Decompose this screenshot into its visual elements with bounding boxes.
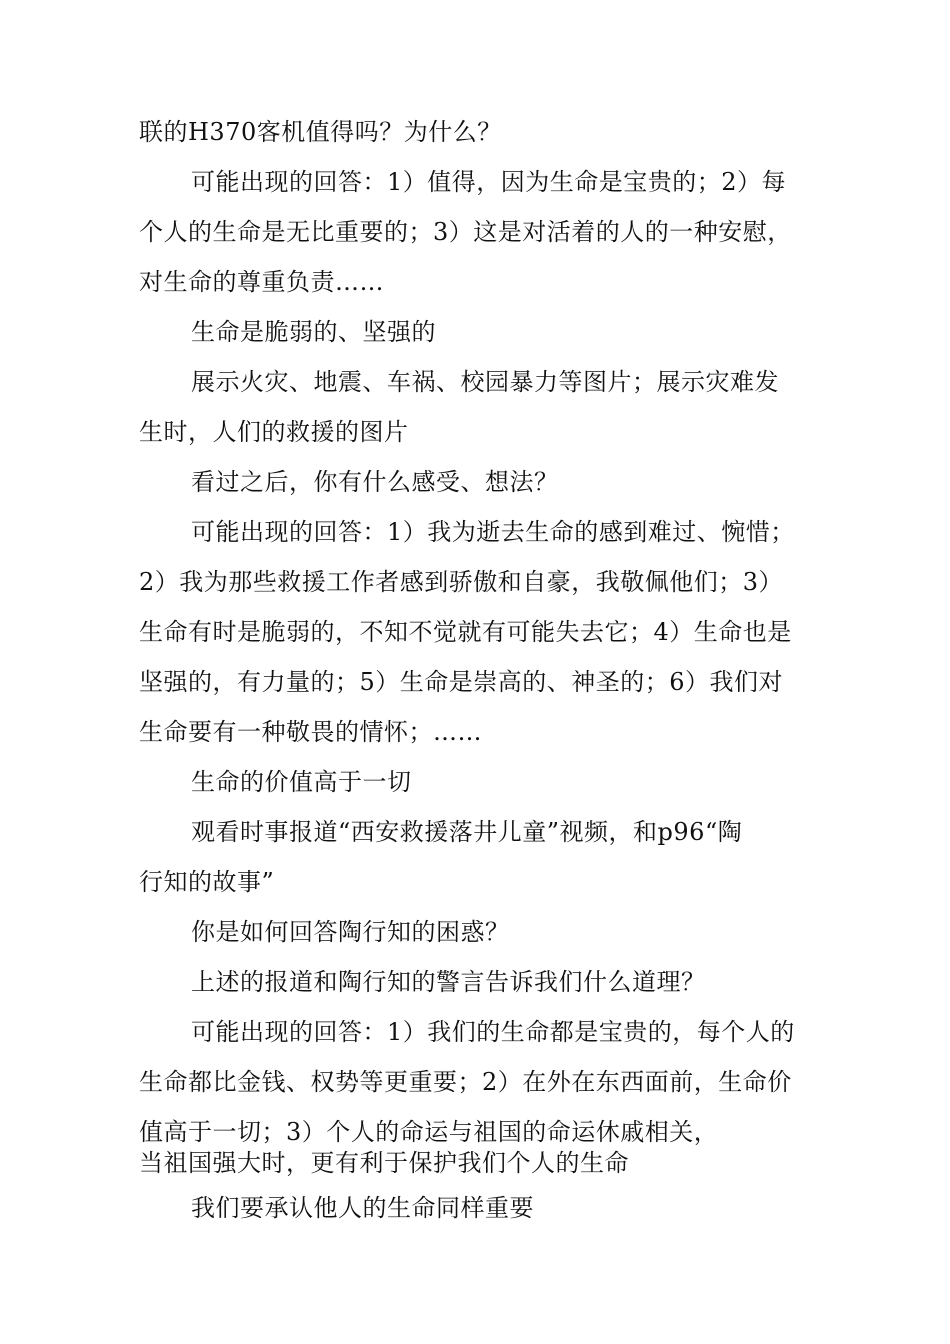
text-line: 坚强的，有力量的；5）生命是崇高的、神圣的；6）我们对 — [139, 668, 784, 696]
text-line: 展示火灾、地震、车祸、校园暴力等图片；展示灾难发 — [191, 368, 779, 396]
section-heading: 生命是脆弱的、坚强的 — [191, 318, 436, 346]
text-line: 个人的生命是无比重要的；3）这是对活着的人的一种安慰， — [139, 218, 792, 246]
text-line: 2）我为那些救援工作者感到骄傲和自豪，我敬佩他们；3） — [139, 568, 784, 596]
text-line: 观看时事报道“西安救援落井儿童”视频，和p96“陶 — [191, 818, 743, 846]
section-heading: 我们要承认他人的生命同样重要 — [191, 1194, 534, 1222]
section-heading: 生命的价值高于一切 — [191, 768, 412, 796]
text-line: 当祖国强大时，更有利于保护我们个人的生命 — [139, 1149, 629, 1177]
text-line: 生时，人们的救援的图片 — [139, 418, 409, 446]
text-line: 行知的故事” — [139, 868, 275, 896]
text-line: 看过之后，你有什么感受、想法？ — [191, 468, 559, 496]
text-line: 可能出现的回答：1）值得，因为生命是宝贵的；2）每 — [191, 168, 787, 196]
text-line: 生命都比金钱、权势等更重要；2）在外在东西面前，生命价 — [139, 1068, 792, 1096]
text-line: 生命有时是脆弱的，不知不觉就有可能失去它；4）生命也是 — [139, 618, 792, 646]
text-line: 可能出现的回答：1）我为逝去生命的感到难过、惋惜； — [191, 518, 795, 546]
text-line: 可能出现的回答：1）我们的生命都是宝贵的，每个人的 — [191, 1018, 795, 1046]
text-line: 联的H370客机值得吗？为什么？ — [139, 118, 502, 146]
text-line: 上述的报道和陶行知的警言告诉我们什么道理？ — [191, 968, 706, 996]
text-line: 你是如何回答陶行知的困惑？ — [191, 918, 510, 946]
text-line: 生命要有一种敬畏的情怀；…… — [139, 718, 482, 746]
text-line: 值高于一切；3）个人的命运与祖国的命运休戚相关， — [139, 1118, 719, 1146]
text-line: 对生命的尊重负责…… — [139, 268, 384, 296]
